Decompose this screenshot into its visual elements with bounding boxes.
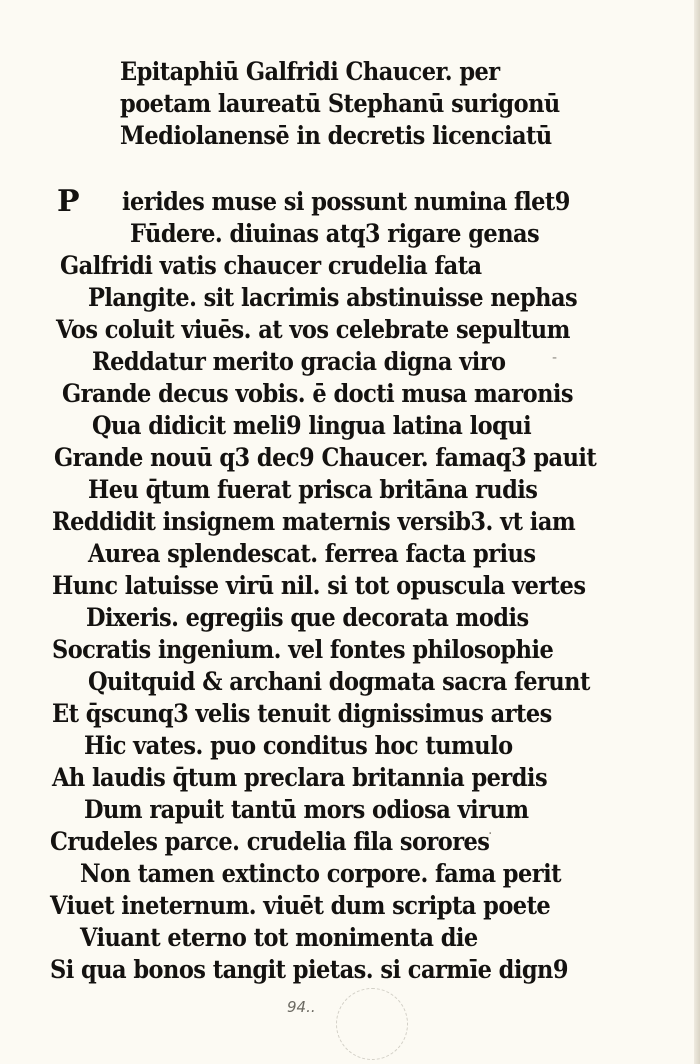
poem-line: Viuant eterno tot monimenta die bbox=[80, 923, 478, 952]
poem-line: Si qua bonos tangit pietas. si carmīe dign9 bbox=[50, 955, 568, 984]
poem-line: Vos coluit viuēs. at vos celebrate sepultum bbox=[56, 315, 570, 344]
poem-line: Dum rapuit tantū mors odiosa virum bbox=[84, 795, 529, 824]
poem-line: Quitquid & archani dogmata sacra ferunt bbox=[88, 667, 590, 696]
poem-line: Grande decus vobis. ē docti musa maronis bbox=[62, 379, 574, 408]
folio-note: 94.. bbox=[287, 998, 316, 1016]
poem-line: Grande nouū q3 dec9 Chaucer. famaq3 pauit bbox=[54, 443, 597, 472]
poem-line: Reddidit insignem maternis versib3. vt iam bbox=[52, 507, 576, 536]
poem-line: Hunc latuisse virū nil. si tot opuscula vertes bbox=[52, 571, 586, 600]
margin-dot-mark: · bbox=[488, 826, 493, 842]
initial-letter: P bbox=[57, 184, 80, 219]
page-edge bbox=[694, 0, 700, 1064]
poem-line: Non tamen extincto corpore. fama perit bbox=[80, 859, 561, 888]
title-line: poetam laureatū Stephanū surigonū bbox=[120, 89, 560, 118]
poem-line: Reddatur merito gracia digna viro bbox=[92, 347, 506, 376]
poem-line: Dixeris. egregiis que decorata modis bbox=[86, 603, 529, 632]
poem-line: Galfridi vatis chaucer crudelia fata bbox=[60, 251, 482, 280]
poem-line: Heu q̄tum fuerat prisca britāna rudis bbox=[88, 475, 538, 504]
poem-line: Fūdere. diuinas atq3 rigare genas bbox=[130, 219, 540, 248]
poem-line: Aurea splendescat. ferrea facta prius bbox=[88, 539, 536, 568]
margin-dash-mark: - bbox=[552, 350, 558, 366]
poem-line: Socratis ingenium. vel fontes philosophie bbox=[52, 635, 554, 664]
poem-line: Hic vates. puo conditus hoc tumulo bbox=[84, 731, 513, 760]
poem-line: ierides muse si possunt numina flet9 bbox=[122, 187, 570, 216]
poem-line: Et q̄scunq3 velis tenuit dignissimus artes bbox=[52, 699, 552, 728]
poem-line: Plangite. sit lacrimis abstinuisse nephas bbox=[88, 283, 578, 312]
poem-line: Viuet ineternum. viuēt dum scripta poete bbox=[50, 891, 551, 920]
title-line: Epitaphiū Galfridi Chaucer. per bbox=[120, 57, 500, 86]
library-stamp bbox=[336, 988, 408, 1060]
poem-line: Qua didicit meli9 lingua latina loqui bbox=[92, 411, 532, 440]
title-line: Mediolanensē in decretis licenciatū bbox=[120, 121, 552, 150]
poem-line: Crudeles parce. crudelia fila sorores bbox=[50, 827, 490, 856]
poem-line: Ah laudis q̄tum preclara britannia perdis bbox=[52, 763, 548, 792]
